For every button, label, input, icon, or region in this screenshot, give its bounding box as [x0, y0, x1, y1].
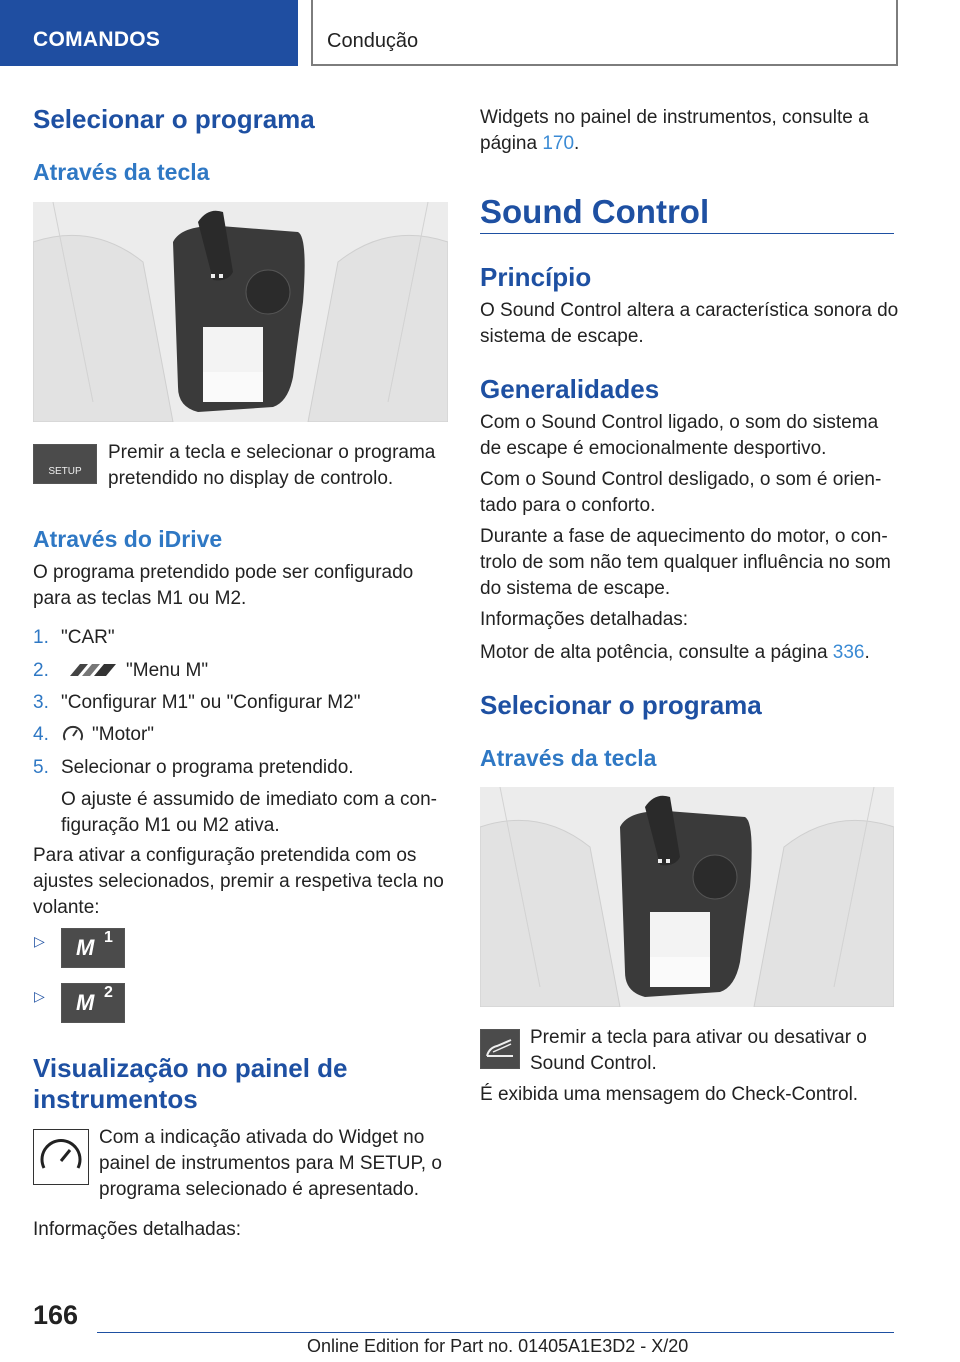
widgets-line-2 [480, 131, 869, 157]
general-line-5: Durante a fase de aquecimento do motor, o con‐ [480, 526, 888, 547]
section-tab [0, 0, 298, 66]
sc-line-2: Sound Control. [530, 1053, 657, 1074]
general-paragraph-1 [480, 410, 878, 462]
heading-visualization [33, 1053, 348, 1115]
m-logo-icon [62, 662, 118, 678]
heading-visualization-line-1: Visualização no painel de [33, 1053, 348, 1083]
step-5-sub-line-1: O ajuste é assumido de imediato com a con‐ [61, 789, 437, 810]
page-link-336[interactable]: 336 [832, 642, 865, 663]
visualization-paragraph [99, 1125, 442, 1203]
step-text: "Configurar M1" ou "Configurar M2" [61, 692, 361, 713]
m2-key-number: 2 [104, 984, 113, 1001]
setup-key-icon [33, 444, 97, 484]
activate-line-3: volante: [33, 897, 100, 918]
idrive-line-2: para as teclas M1 ou M2. [33, 588, 247, 609]
setup-key-label: SETUP [48, 466, 82, 477]
widgets-line-1: Widgets no painel de instrumentos, consulte a [480, 107, 869, 128]
general-info-label: Informações detalhadas: [480, 609, 689, 630]
sound-control-instruction [530, 1025, 867, 1077]
m2-key-letter: M [76, 990, 95, 1015]
heading-via-idrive: Através do iDrive [33, 526, 223, 552]
visual-line-1: Com a indicação ativada do Widget no [99, 1127, 425, 1148]
sound-control-rule [480, 233, 894, 234]
step-number: 2. [33, 660, 49, 681]
heading-via-key: Através da tecla [33, 159, 210, 185]
visual-line-2: painel de instrumentos para M SETUP, o [99, 1153, 442, 1174]
step-text: "Motor" [92, 724, 155, 745]
heading-via-key-2: Através da tecla [480, 745, 657, 771]
step-5 [33, 755, 49, 781]
step-text: Selecionar o programa pretendido. [61, 757, 354, 778]
console-photo-2 [480, 787, 894, 1007]
step-number: 5. [33, 757, 49, 778]
chapter-box [311, 0, 898, 66]
console-illustration [33, 202, 448, 422]
m1-key-letter: M [76, 935, 95, 960]
heading-sound-control: Sound Control [480, 193, 710, 230]
engine-ref-period: . [864, 642, 870, 663]
step-text: "CAR" [61, 627, 115, 648]
setup-line-1: Premir a tecla e selecionar o programa [108, 442, 436, 463]
bullet-triangle-icon: ▷ [34, 933, 45, 949]
general-line-4: tado para o conforto. [480, 495, 656, 516]
m1-key-number: 1 [104, 929, 113, 946]
step-3 [33, 690, 49, 716]
general-paragraph-2 [480, 467, 881, 519]
step-1 [33, 625, 49, 651]
general-engine-ref [480, 640, 870, 666]
principle-line-2: sistema de escape. [480, 326, 644, 347]
info-text: Informações detalhadas: [33, 1219, 242, 1240]
step-5-sub-line-2: figuração M1 ou M2 ativa. [61, 815, 280, 836]
sound-control-key-icon [480, 1029, 520, 1069]
general-paragraph-3 [480, 524, 891, 602]
bullet-triangle-icon: ▷ [34, 988, 45, 1004]
gauge-icon [62, 724, 84, 744]
general-line-3: Com o Sound Control desligado, o som é orien‐ [480, 469, 882, 490]
page-link-170[interactable]: 170 [542, 133, 575, 154]
m1-key-icon [61, 928, 125, 968]
console-illustration [480, 787, 894, 1007]
step-text: "Menu M" [126, 660, 209, 681]
setup-line-2: pretendido no display de controlo. [108, 468, 394, 489]
check-control-message: É exibida uma mensagem do Check-Control. [480, 1084, 859, 1105]
step-number: 1. [33, 627, 49, 648]
sc-line-1: Premir a tecla para ativar ou desativar o [530, 1027, 867, 1048]
heading-visualization-line-2: instrumentos [33, 1084, 198, 1114]
step-4 [33, 722, 49, 748]
widgets-page-label: página [480, 133, 543, 154]
general-line-1: Com o Sound Control ligado, o som do sistema [480, 412, 879, 433]
principle-paragraph [480, 298, 898, 350]
step-2 [33, 658, 49, 684]
step-5-sub [61, 787, 437, 839]
step-number: 4. [33, 724, 49, 745]
principle-line-1: O Sound Control altera a característica sonora do [480, 300, 899, 321]
speedometer-widget-icon [33, 1129, 89, 1185]
widgets-period: . [574, 133, 580, 154]
m2-key-icon [61, 983, 125, 1023]
visual-line-3: programa selecionado é apresentado. [99, 1179, 420, 1200]
heading-select-program-2: Selecionar o programa [480, 690, 762, 720]
general-line-2: de escape é emocionalmente desportivo. [480, 438, 827, 459]
step-number: 3. [33, 692, 49, 713]
footer-rule [97, 1332, 894, 1333]
section-title: COMANDOS [33, 28, 161, 51]
activate-line-2: ajustes selecionados, premir a respetiva tecla no [33, 871, 444, 892]
activate-paragraph [33, 843, 444, 921]
engine-ref-text: Motor de alta potência, consulte a página [480, 642, 833, 663]
page-number: 166 [33, 1300, 79, 1330]
console-photo [33, 202, 448, 422]
heading-general: Generalidades [480, 374, 660, 404]
idrive-line-1: O programa pretendido pode ser configurado [33, 562, 414, 583]
general-line-6: trolo de som não tem qualquer influência no som [480, 552, 891, 573]
general-line-7: do sistema de escape. [480, 578, 671, 599]
heading-select-program: Selecionar o programa [33, 104, 315, 134]
heading-principle: Princípio [480, 262, 592, 292]
chapter-title: Condução [327, 30, 419, 52]
online-edition: Online Edition for Part no. 01405A1E3D2 - X/20 [307, 1336, 689, 1356]
activate-line-1: Para ativar a configuração pretendida com os [33, 845, 417, 866]
setup-instruction [108, 440, 435, 492]
widgets-paragraph [480, 105, 869, 157]
idrive-paragraph [33, 560, 413, 612]
